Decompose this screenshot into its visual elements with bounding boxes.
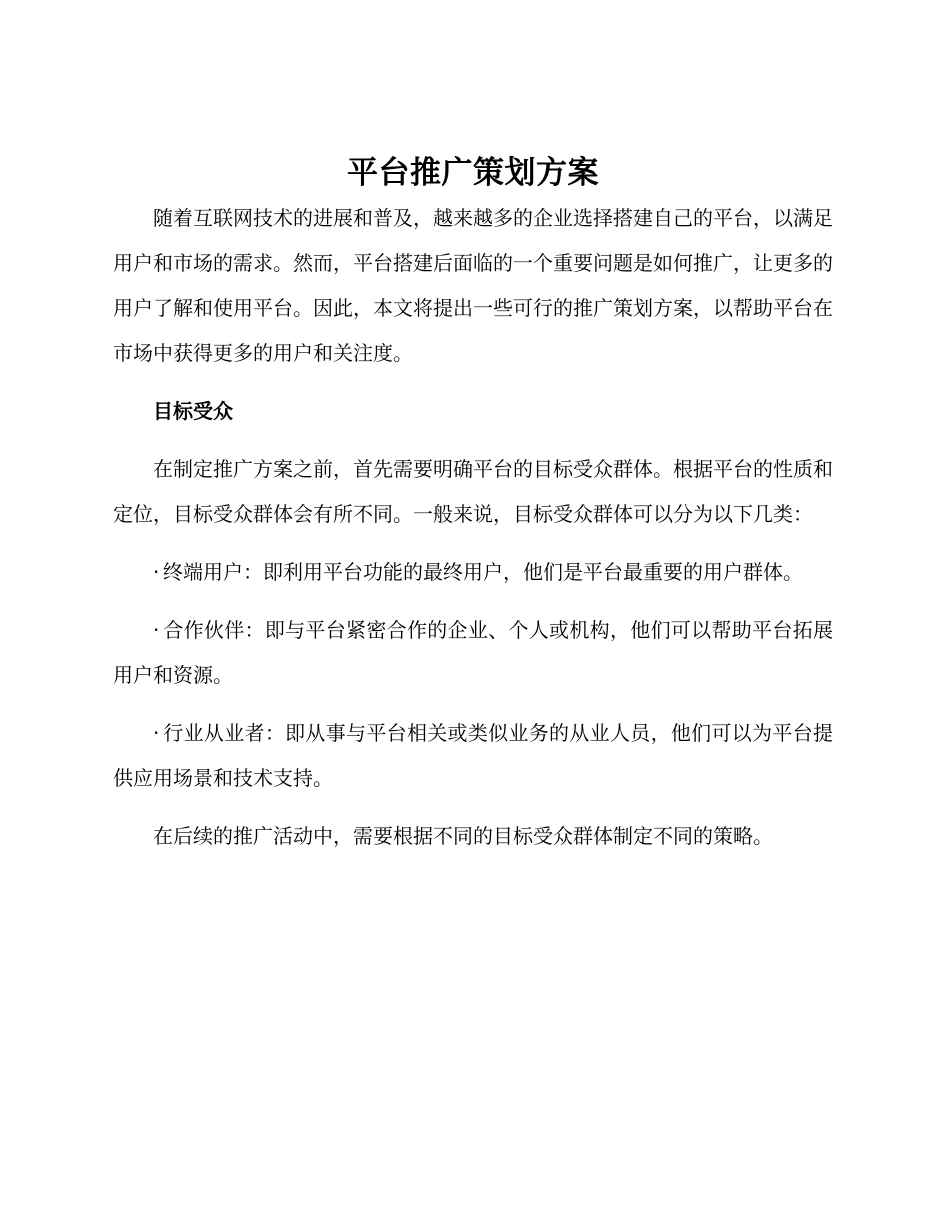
bullet-marker: · <box>153 618 160 642</box>
bullet-item-industry-practitioners <box>113 711 833 801</box>
bullet-marker: · <box>153 560 160 584</box>
section-heading-target-audience: 目标受众 <box>153 399 233 423</box>
closing-paragraph: 在后续的推广活动中，需要根据不同的目标受众群体制定不同的策略。 <box>153 824 773 848</box>
bullet-item-partners <box>113 608 833 698</box>
intro-paragraph: 随着互联网技术的进展和普及，越来越多的企业选择搭建自己的平台，以满足用户和市场的需求。然而，平台搭建后面临的一个重要问题是如何推广，让更多的用户了解和使用平台。因此，本文将提出一些可行的推广策划方案，以帮助平台在市场中获得更多的用户和关注度。 <box>113 206 833 365</box>
bullet-text: 合作伙伴：即与平台紧密合作的企业、个人或机构，他们可以帮助平台拓展用户和资源。 <box>113 618 833 687</box>
document-title: 平台推广策划方案 <box>347 155 599 191</box>
bullet-text: 终端用户：即利用平台功能的最终用户，他们是平台最重要的用户群体。 <box>163 560 803 584</box>
section-intro-paragraph: 在制定推广方案之前，首先需要明确平台的目标受众群体。根据平台的性质和定位，目标受众群体会有所不同。一般来说，目标受众群体可以分为以下几类： <box>113 457 833 526</box>
bullet-marker: · <box>153 721 160 745</box>
document-page <box>113 150 833 859</box>
bullet-text: 行业从业者：即从事与平台相关或类似业务的从业人员，他们可以为平台提供应用场景和技术支持。 <box>113 721 833 790</box>
bullet-item-end-users <box>113 550 833 595</box>
